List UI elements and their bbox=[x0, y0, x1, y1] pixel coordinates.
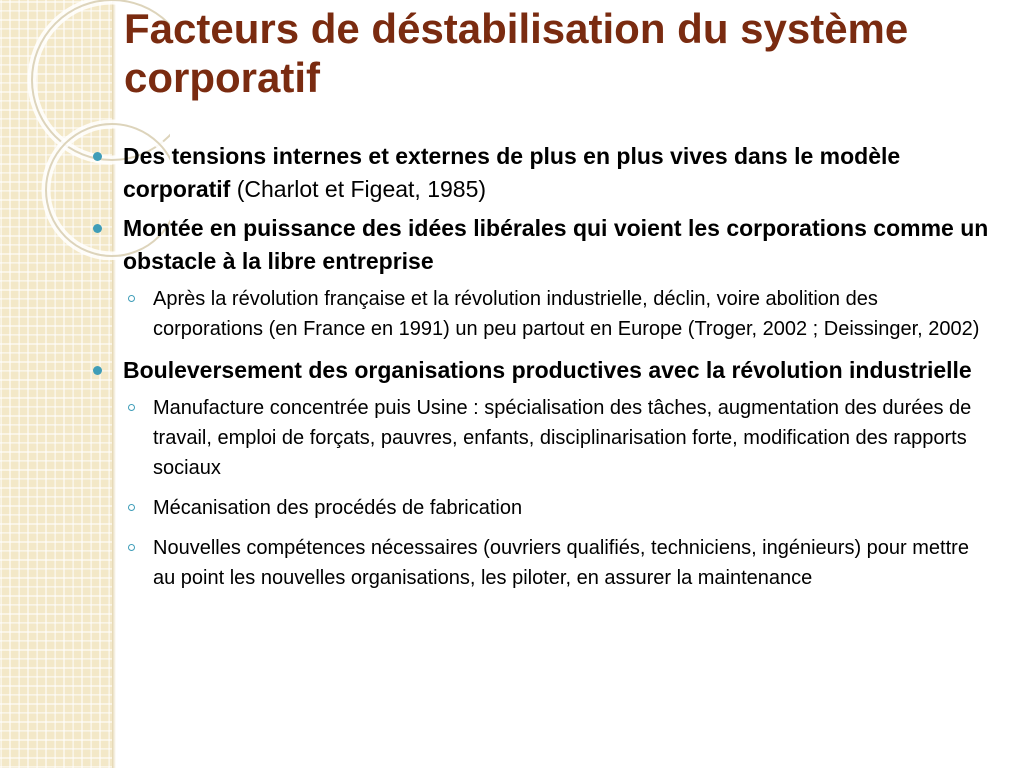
sub-bullet-ring-icon bbox=[128, 295, 135, 302]
bullet-list bbox=[90, 140, 990, 603]
bullet-point-bold-text: Bouleversement des organisations productives avec la révolution industrielle bbox=[123, 357, 972, 383]
sub-bullet-point bbox=[90, 393, 990, 483]
sub-bullet-ring-icon bbox=[128, 544, 135, 551]
bullet-point bbox=[90, 354, 990, 387]
sub-bullet-text: Manufacture concentrée puis Usine : spécialisation des tâches, augmentation des durées de travail, emploi de forçats, pauvres, enfants, disciplinarisation forte, modification des rapports sociaux bbox=[153, 397, 972, 479]
bullet-point-bold-text: Montée en puissance des idées libérales qui voient les corporations comme un obstacle à la libre entreprise bbox=[123, 215, 989, 274]
sub-bullet-point bbox=[90, 533, 990, 593]
bullet-dot-icon bbox=[93, 366, 102, 375]
sub-bullet-point bbox=[90, 493, 990, 523]
slide-title: Facteurs de déstabilisation du système corporatif bbox=[124, 5, 909, 101]
bullet-point-bold-text: Des tensions internes et externes de plus en plus vives dans le modèle corporatif bbox=[123, 143, 901, 202]
sub-bullet-ring-icon bbox=[128, 404, 135, 411]
bullet-point-citation: (Charlot et Figeat, 1985) bbox=[230, 176, 487, 202]
sub-bullet-point bbox=[90, 284, 990, 344]
bullet-dot-icon bbox=[93, 152, 102, 161]
bullet-point bbox=[90, 140, 990, 206]
sub-bullet-ring-icon bbox=[128, 504, 135, 511]
sub-bullet-text: Nouvelles compétences nécessaires (ouvriers qualifiés, techniciens, ingénieurs) pour mettre au point les nouvelles organisations, les piloter, en assurer la maintenance bbox=[153, 537, 969, 589]
sub-bullet-text: Mécanisation des procédés de fabrication bbox=[153, 497, 523, 519]
bullet-point bbox=[90, 212, 990, 278]
sub-bullet-text: Après la révolution française et la révolution industrielle, déclin, voire abolition des corporations (en France en 1991) un peu partout en Europe (Troger, 2002 ; Deissinger, 2002) bbox=[153, 288, 980, 340]
bullet-dot-icon bbox=[93, 224, 102, 233]
